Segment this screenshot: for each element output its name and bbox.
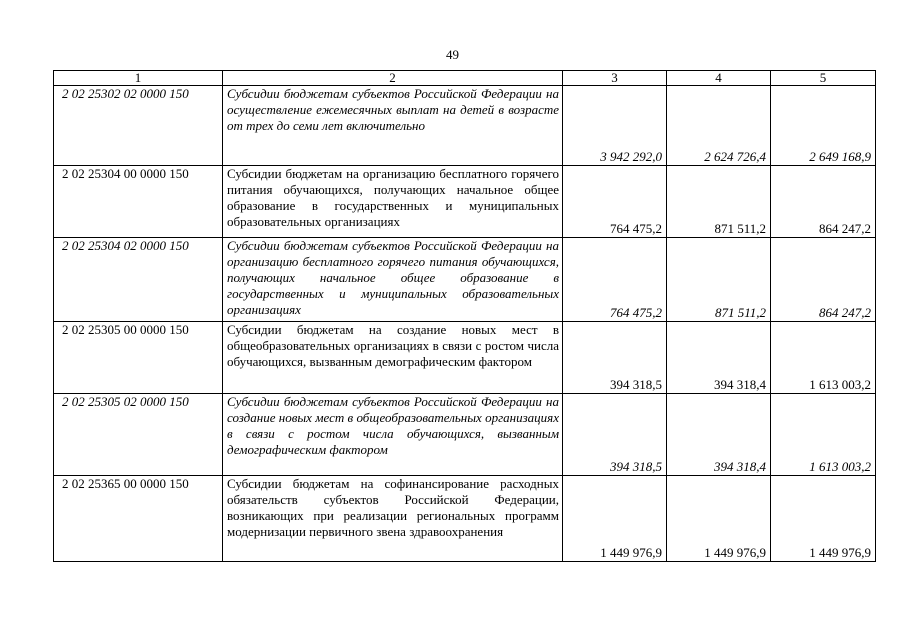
budget-code-cell: 2 02 25365 00 0000 150 [54, 476, 223, 562]
value-cell-col4: 1 449 976,9 [667, 476, 771, 562]
value-cell-col4: 871 511,2 [667, 238, 771, 322]
budget-code-cell: 2 02 25305 00 0000 150 [54, 322, 223, 394]
table-row [54, 86, 876, 166]
value-cell-col5: 864 247,2 [771, 166, 876, 238]
description-cell: Субсидии бюджетам субъектов Российской Федерации на создание новых мест в общеобразовательных организациях в связи с ростом числа обучающихся, вызванным демографическим фактором [223, 394, 563, 476]
value-cell-col3: 764 475,2 [563, 238, 667, 322]
description-cell: Субсидии бюджетам на организацию бесплатного горячего питания обучающихся, получающих начальное общее образование в государственных и муниципальных образовательных организациях [223, 166, 563, 238]
table-row [54, 394, 876, 476]
budget-code-cell: 2 02 25304 02 0000 150 [54, 238, 223, 322]
value-cell-col5: 864 247,2 [771, 238, 876, 322]
description-cell: Субсидии бюджетам субъектов Российской Федерации на организацию бесплатного горячего питания обучающихся, получающих начальное общее образование в государственных и муниципальных образовательных организациях [223, 238, 563, 322]
budget-code-cell: 2 02 25305 02 0000 150 [54, 394, 223, 476]
header-row [54, 71, 876, 86]
description-cell: Субсидии бюджетам на софинансирование расходных обязательств субъектов Российской Федерации, возникающих при реализации региональных программ модернизации первичного звена здравоохранения [223, 476, 563, 562]
value-cell-col5: 2 649 168,9 [771, 86, 876, 166]
description-cell: Субсидии бюджетам субъектов Российской Федерации на осуществление ежемесячных выплат на детей в возрасте от трех до семи лет включительно [223, 86, 563, 166]
description-cell: Субсидии бюджетам на создание новых мест в общеобразовательных организациях в связи с ростом числа обучающихся, вызванным демографическим фактором [223, 322, 563, 394]
column-header-4: 4 [667, 71, 771, 86]
table-row [54, 166, 876, 238]
table-body [54, 86, 876, 562]
table-row [54, 238, 876, 322]
column-header-3: 3 [563, 71, 667, 86]
budget-code-cell: 2 02 25304 00 0000 150 [54, 166, 223, 238]
table-row [54, 476, 876, 562]
value-cell-col3: 764 475,2 [563, 166, 667, 238]
column-header-1: 1 [54, 71, 223, 86]
budget-code-cell: 2 02 25302 02 0000 150 [54, 86, 223, 166]
value-cell-col4: 871 511,2 [667, 166, 771, 238]
value-cell-col5: 1 613 003,2 [771, 394, 876, 476]
table-row [54, 322, 876, 394]
page-number: 49 [446, 47, 459, 62]
value-cell-col5: 1 449 976,9 [771, 476, 876, 562]
value-cell-col4: 394 318,4 [667, 322, 771, 394]
value-cell-col5: 1 613 003,2 [771, 322, 876, 394]
value-cell-col3: 3 942 292,0 [563, 86, 667, 166]
value-cell-col3: 394 318,5 [563, 322, 667, 394]
column-header-5: 5 [771, 71, 876, 86]
value-cell-col3: 1 449 976,9 [563, 476, 667, 562]
budget-table [53, 70, 876, 562]
value-cell-col4: 394 318,4 [667, 394, 771, 476]
value-cell-col4: 2 624 726,4 [667, 86, 771, 166]
column-header-2: 2 [223, 71, 563, 86]
value-cell-col3: 394 318,5 [563, 394, 667, 476]
